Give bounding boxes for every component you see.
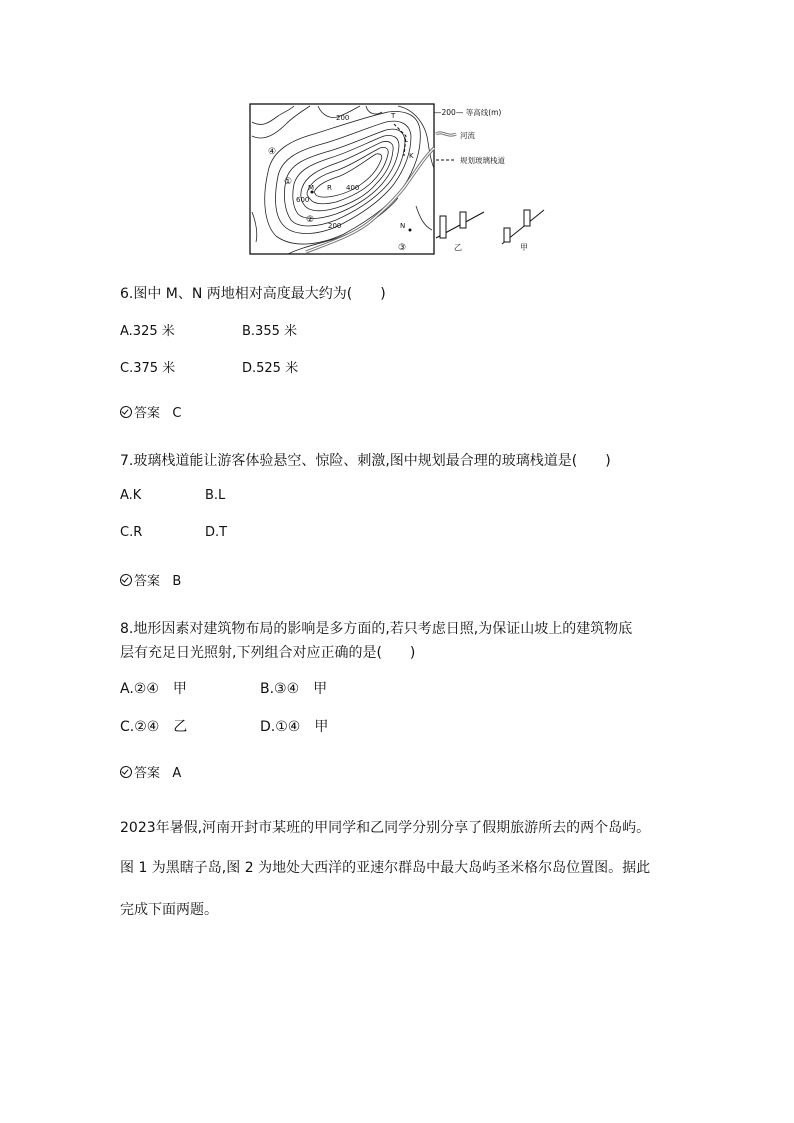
legend-river: 河流 bbox=[460, 131, 475, 140]
passage-line-2: 图 1 为黑瞎子岛,图 2 为地处大西洋的亚速尔群岛中最大岛屿圣米格尔岛位置图。据此 bbox=[120, 860, 651, 876]
check-circle-icon bbox=[120, 766, 132, 778]
question-7-stem: 7.玻璃栈道能让游客体验悬空、惊险、刺激,图中规划最合理的玻璃栈道是( ) bbox=[120, 453, 611, 469]
question-8-stem-line1: 8.地形因素对建筑物布局的影响是多方面的,若只考虑日照,为保证山坡上的建筑物底 bbox=[120, 621, 633, 637]
question-8-option-b: B.③④ 甲 bbox=[260, 681, 328, 697]
legend-trail: 规划玻璃栈道 bbox=[460, 156, 505, 165]
question-7-answer bbox=[120, 570, 181, 589]
profile-label-jia: 甲 bbox=[520, 243, 528, 252]
contour-label: 600 bbox=[296, 196, 310, 204]
legend-contour: —200— 等高线(m) bbox=[434, 108, 502, 117]
passage-line-1: 2023年暑假,河南开封市某班的甲同学和乙同学分别分享了假期旅游所去的两个岛屿。 bbox=[120, 820, 651, 836]
profile-label-yi: 乙 bbox=[454, 243, 462, 252]
answer-label: 答案 bbox=[134, 406, 161, 421]
contour-label: 400 bbox=[346, 184, 360, 192]
question-7-option-b: B.L bbox=[205, 488, 226, 503]
answer-value: B bbox=[172, 574, 182, 589]
point-label-m: M bbox=[308, 184, 315, 192]
location-3: ③ bbox=[398, 243, 407, 253]
check-circle-icon bbox=[120, 406, 132, 418]
question-8-option-a: A.②④ 甲 bbox=[120, 681, 187, 697]
answer-label: 答案 bbox=[134, 766, 161, 781]
point-label-k: K bbox=[409, 152, 414, 160]
question-6-option-b: B.355 米 bbox=[242, 324, 297, 339]
point-label-n: N bbox=[400, 222, 406, 230]
question-6-answer bbox=[120, 402, 182, 421]
profile-yi bbox=[436, 212, 484, 238]
point-label-l: L bbox=[404, 136, 408, 144]
question-8-answer bbox=[120, 762, 181, 781]
point-label-r: R bbox=[327, 184, 332, 192]
question-6-stem: 6.图中 M、N 两地相对高度最大约为( ) bbox=[120, 286, 386, 302]
question-8-stem-line2: 层有充足日光照射,下列组合对应正确的是( ) bbox=[120, 645, 416, 661]
location-2: ② bbox=[306, 215, 315, 225]
location-4: ④ bbox=[268, 147, 277, 157]
check-circle-icon bbox=[120, 574, 132, 586]
answer-value: A bbox=[172, 766, 182, 781]
question-6-option-a: A.325 米 bbox=[120, 324, 175, 339]
question-8-option-d: D.①④ 甲 bbox=[260, 719, 329, 735]
passage-line-3: 完成下面两题。 bbox=[120, 902, 218, 918]
location-1: ① bbox=[284, 177, 293, 187]
question-7-option-d: D.T bbox=[205, 525, 228, 540]
contour-label: 200 bbox=[328, 222, 342, 230]
question-6-option-d: D.525 米 bbox=[242, 361, 299, 376]
point-label-t: T bbox=[391, 112, 396, 120]
contour-label: 200 bbox=[336, 114, 350, 122]
answer-label: 答案 bbox=[134, 574, 161, 589]
question-6-option-c: C.375 米 bbox=[120, 361, 176, 376]
answer-value: C bbox=[172, 406, 182, 421]
contour-figure bbox=[248, 102, 558, 258]
question-7-option-c: C.R bbox=[120, 525, 143, 540]
profile-jia bbox=[502, 210, 544, 244]
question-8-option-c: C.②④ 乙 bbox=[120, 719, 188, 735]
question-7-option-a: A.K bbox=[120, 488, 142, 503]
point-n-dot bbox=[409, 229, 412, 232]
